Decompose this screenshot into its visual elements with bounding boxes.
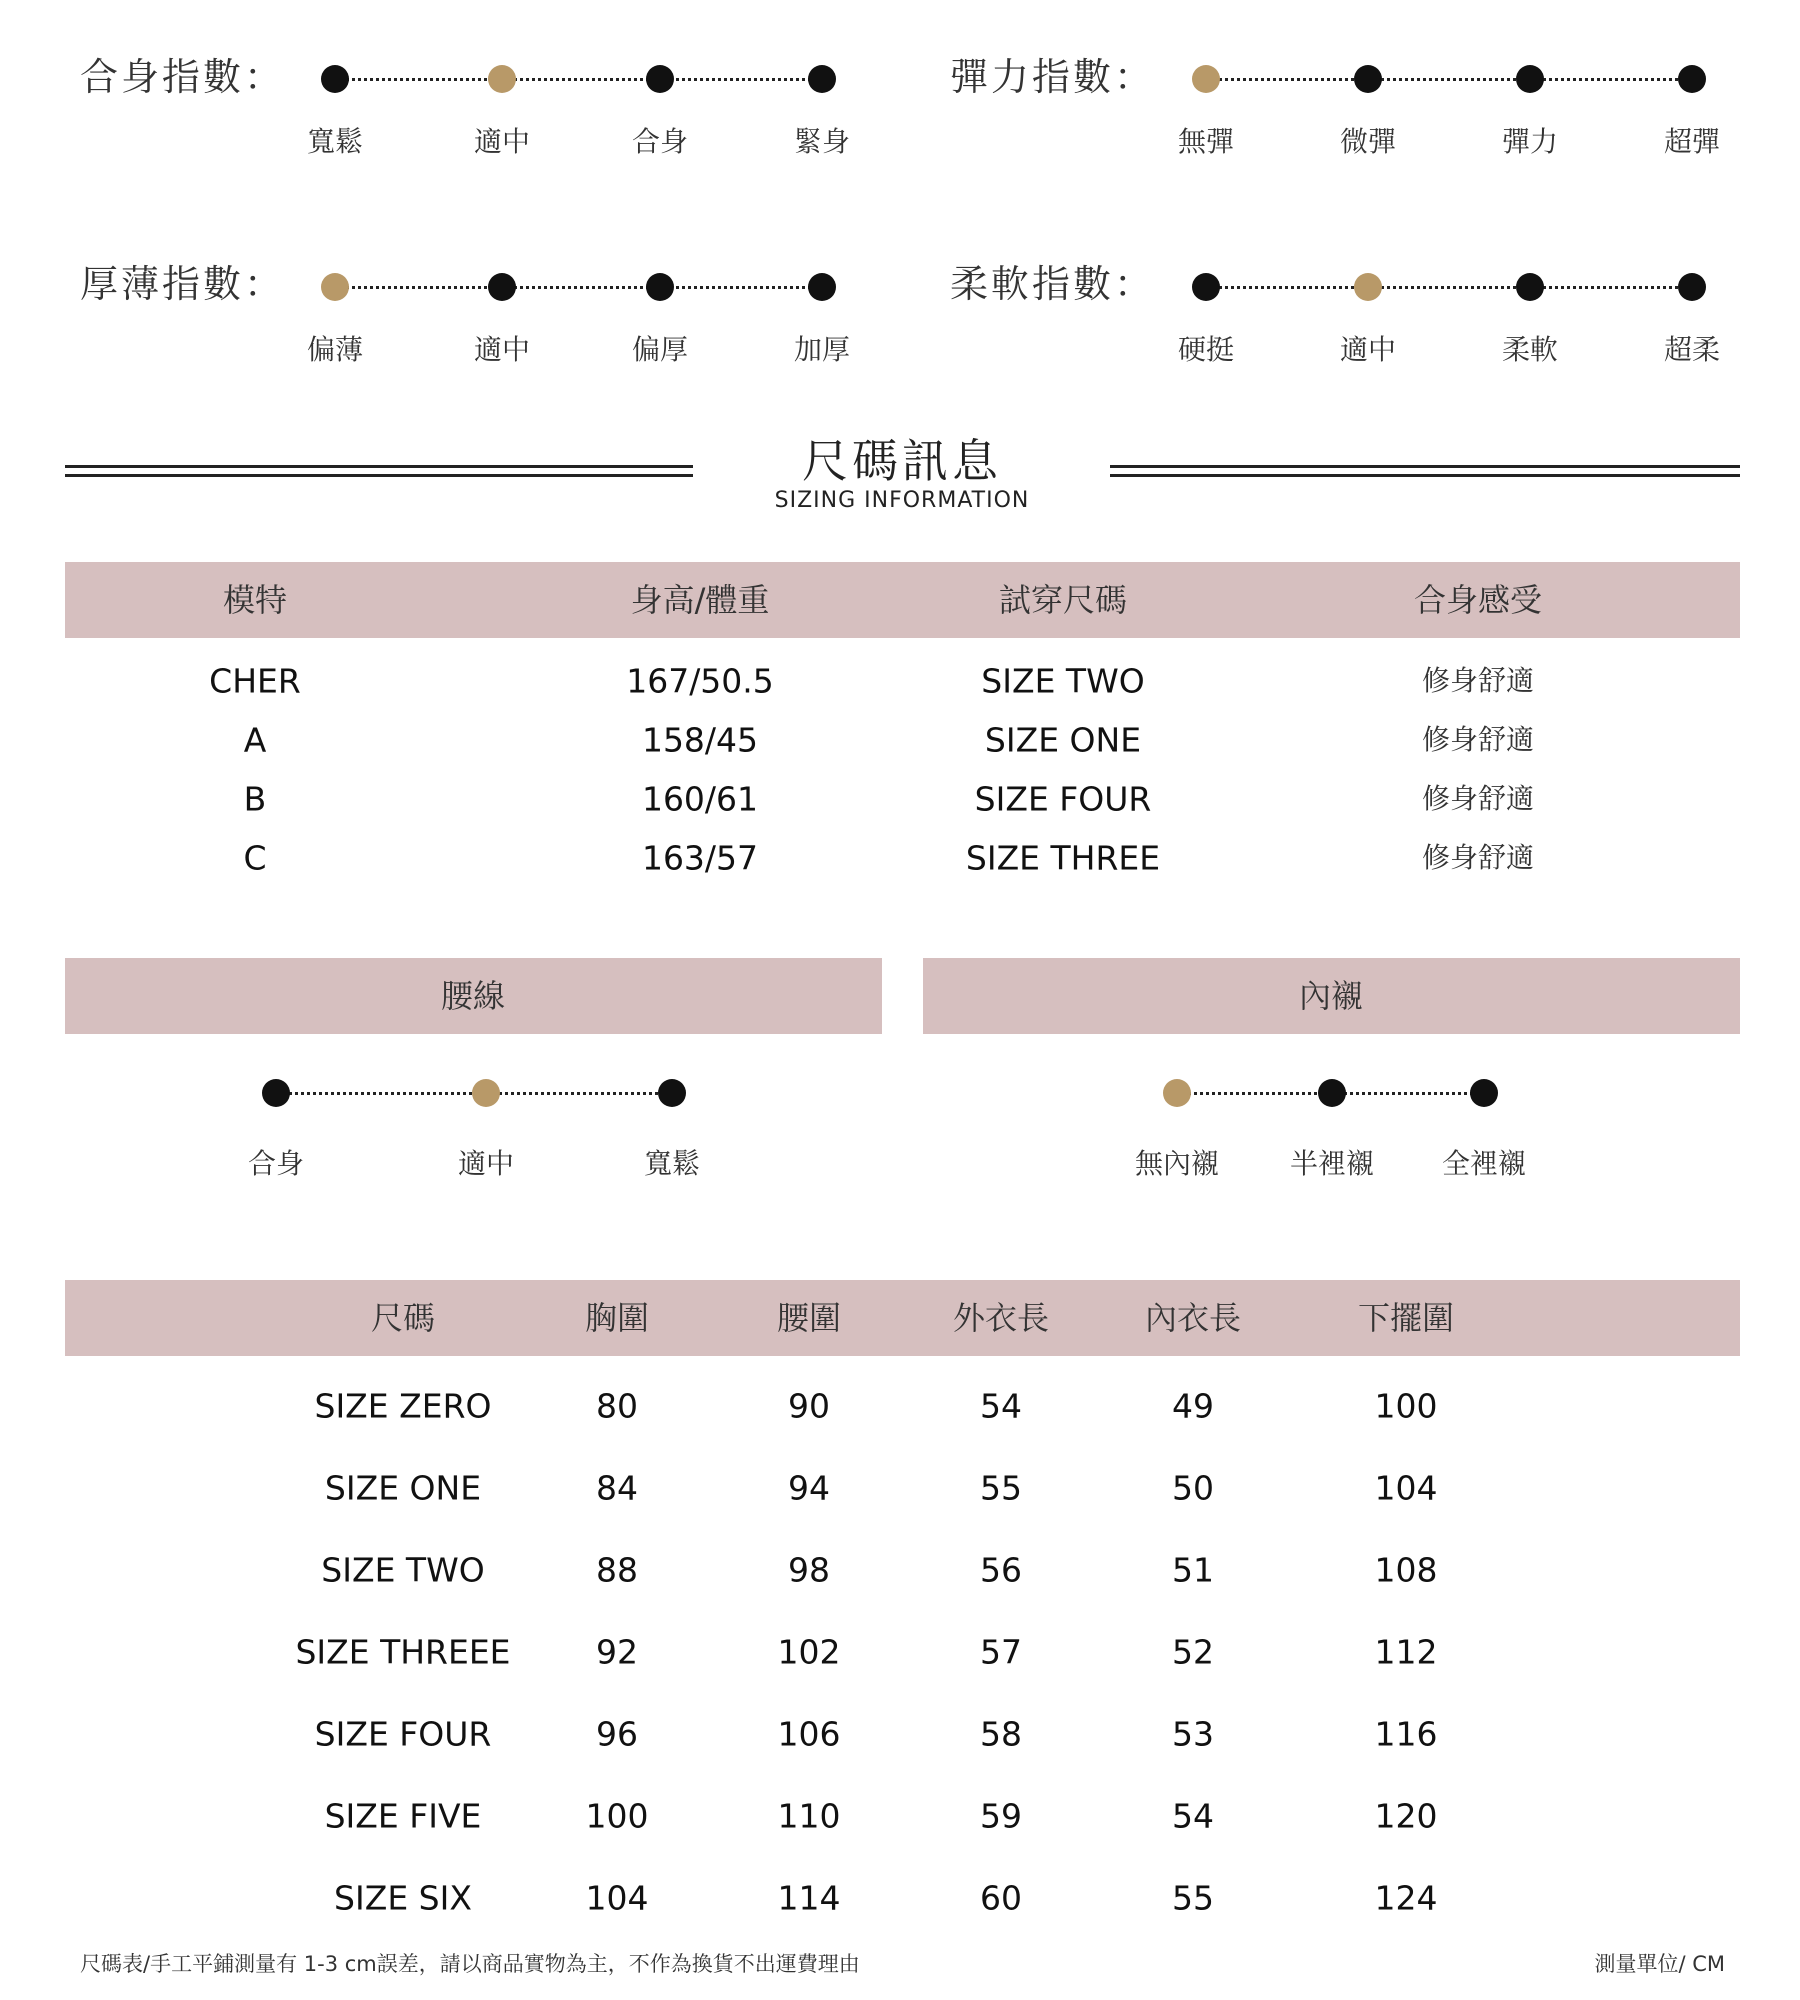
model-table-cell: 163/57 <box>641 838 759 878</box>
size-table-cell: 124 <box>1374 1878 1438 1918</box>
size-table-header: 內衣長 <box>1144 1299 1242 1337</box>
softness-index-dot <box>1192 273 1220 301</box>
size-table-cell: 106 <box>777 1714 841 1754</box>
fit-index-dot <box>808 65 836 93</box>
model-table-cell: 158/45 <box>641 720 759 760</box>
measurement-unit: 測量單位/ CM <box>1594 1952 1725 1976</box>
size-table-cell: 58 <box>980 1714 1022 1754</box>
softness-index-dot <box>1354 273 1382 301</box>
softness-index-dot <box>1678 273 1706 301</box>
model-table-cell: 修身舒適 <box>1421 723 1535 756</box>
thickness-index-dot <box>808 273 836 301</box>
size-table-cell: 55 <box>1172 1878 1214 1918</box>
size-table-cell: 50 <box>1172 1468 1214 1508</box>
size-table-cell: SIZE ONE <box>324 1468 482 1508</box>
size-table-cell: 52 <box>1172 1632 1214 1672</box>
size-table-header: 下擺圍 <box>1357 1299 1455 1337</box>
model-table-cell: 修身舒適 <box>1421 841 1535 874</box>
size-table-cell: 92 <box>596 1632 638 1672</box>
model-table-cell: SIZE FOUR <box>974 779 1152 819</box>
size-table-cell: 55 <box>980 1468 1022 1508</box>
size-table-cell: 120 <box>1374 1796 1438 1836</box>
size-table-cell: 49 <box>1172 1386 1214 1426</box>
waist-dot <box>658 1079 686 1107</box>
fit-index-label: 緊身 <box>793 125 851 158</box>
model-table-cell: C <box>243 838 267 878</box>
size-table-cell: 110 <box>777 1796 841 1836</box>
divider-right-top <box>1110 465 1740 468</box>
model-table-cell: B <box>243 779 267 819</box>
size-table-cell: 104 <box>585 1878 649 1918</box>
size-table-cell: 59 <box>980 1796 1022 1836</box>
model-table-cell: 修身舒適 <box>1421 664 1535 697</box>
lining-dot <box>1318 1079 1346 1107</box>
size-table-cell: 57 <box>980 1632 1022 1672</box>
model-table-header: 試穿尺碼 <box>998 581 1128 619</box>
size-table-header: 外衣長 <box>952 1299 1050 1337</box>
elasticity-index-label: 超彈 <box>1663 125 1721 158</box>
measurement-note: 尺碼表/手工平鋪測量有 1-3 cm誤差，請以商品實物為主，不作為換貨不出運費理由 <box>80 1952 860 1976</box>
model-table-header: 模特 <box>222 581 288 619</box>
size-table-cell: 116 <box>1374 1714 1438 1754</box>
waist-dot <box>472 1079 500 1107</box>
model-table-cell: A <box>243 720 267 760</box>
size-table-cell: 114 <box>777 1878 841 1918</box>
fit-index-track <box>335 78 822 81</box>
fit-index-label: 適中 <box>473 125 531 158</box>
size-table-header: 尺碼 <box>370 1299 436 1337</box>
elasticity-index-dot <box>1516 65 1544 93</box>
fit-index-dot <box>488 65 516 93</box>
thickness-index-dot <box>488 273 516 301</box>
divider-left-bottom <box>65 474 693 477</box>
size-table-cell: SIZE THREEE <box>295 1632 511 1672</box>
elasticity-index-title: 彈力指數： <box>950 55 1156 99</box>
thickness-index-label: 偏厚 <box>631 333 689 366</box>
lining-dot <box>1470 1079 1498 1107</box>
softness-index-title: 柔軟指數： <box>950 262 1156 306</box>
waist-label: 合身 <box>247 1147 305 1180</box>
lining-label: 半裡襯 <box>1289 1147 1375 1180</box>
fit-index-label: 寬鬆 <box>306 125 364 158</box>
size-table-cell: 98 <box>788 1550 830 1590</box>
model-table-header: 合身感受 <box>1413 581 1543 619</box>
size-table-cell: 100 <box>1374 1386 1438 1426</box>
size-table-cell: SIZE ZERO <box>314 1386 492 1426</box>
model-table-cell: 167/50.5 <box>626 661 774 701</box>
thickness-index-title: 厚薄指數： <box>80 262 286 306</box>
size-table-cell: 88 <box>596 1550 638 1590</box>
size-table-cell: 102 <box>777 1632 841 1672</box>
thickness-index-label: 加厚 <box>793 333 851 366</box>
thickness-index-dot <box>646 273 674 301</box>
model-table-cell: SIZE ONE <box>984 720 1142 760</box>
softness-index-label: 超柔 <box>1663 333 1721 366</box>
size-table-header: 胸圍 <box>584 1299 650 1337</box>
size-table-cell: 56 <box>980 1550 1022 1590</box>
size-table-cell: 54 <box>1172 1796 1214 1836</box>
thickness-index-label: 偏薄 <box>306 333 364 366</box>
model-table-cell: SIZE TWO <box>981 661 1145 701</box>
lining-dot <box>1163 1079 1191 1107</box>
lining-label: 全裡襯 <box>1441 1147 1527 1180</box>
waist-label: 適中 <box>457 1147 515 1180</box>
model-table-cell: SIZE THREE <box>965 838 1161 878</box>
size-table-header: 腰圍 <box>776 1299 842 1337</box>
model-table-header: 身高/體重 <box>630 581 770 619</box>
size-table-cell: 94 <box>788 1468 830 1508</box>
size-table-cell: SIZE FIVE <box>324 1796 482 1836</box>
elasticity-index-track <box>1206 78 1692 81</box>
elasticity-index-dot <box>1354 65 1382 93</box>
softness-index-label: 硬挺 <box>1177 333 1235 366</box>
size-table-cell: 60 <box>980 1878 1022 1918</box>
elasticity-index-dot <box>1192 65 1220 93</box>
waist-dot <box>262 1079 290 1107</box>
waist-header: 腰線 <box>440 977 506 1015</box>
fit-index-dot <box>646 65 674 93</box>
waist-label: 寬鬆 <box>643 1147 701 1180</box>
size-table-cell: 104 <box>1374 1468 1438 1508</box>
elasticity-index-label: 微彈 <box>1339 125 1397 158</box>
fit-index-title: 合身指數： <box>80 55 286 99</box>
size-table-cell: SIZE FOUR <box>314 1714 492 1754</box>
model-table-cell: 修身舒適 <box>1421 782 1535 815</box>
size-table-cell: 100 <box>585 1796 649 1836</box>
softness-index-dot <box>1516 273 1544 301</box>
lining-header: 內襯 <box>1298 977 1364 1015</box>
size-table-cell: 84 <box>596 1468 638 1508</box>
thickness-index-track <box>335 286 822 289</box>
size-table-header-bar <box>65 1280 1740 1356</box>
size-table-cell: 51 <box>1172 1550 1214 1590</box>
elasticity-index-label: 彈力 <box>1501 125 1559 158</box>
elasticity-index-label: 無彈 <box>1177 125 1235 158</box>
softness-index-label: 柔軟 <box>1501 333 1559 366</box>
divider-right-bottom <box>1110 474 1740 477</box>
model-table-cell: CHER <box>209 661 301 701</box>
size-table-cell: SIZE SIX <box>334 1878 472 1918</box>
fit-index-label: 合身 <box>631 125 689 158</box>
section-title: 尺碼訊息 <box>802 434 1002 488</box>
thickness-index-dot <box>321 273 349 301</box>
lining-label: 無內襯 <box>1134 1147 1220 1180</box>
size-table-cell: 112 <box>1374 1632 1438 1672</box>
divider-left-top <box>65 465 693 468</box>
elasticity-index-dot <box>1678 65 1706 93</box>
softness-index-track <box>1206 286 1692 289</box>
size-table-cell: 90 <box>788 1386 830 1426</box>
size-table-cell: 108 <box>1374 1550 1438 1590</box>
size-table-cell: SIZE TWO <box>321 1550 485 1590</box>
size-table-cell: 80 <box>596 1386 638 1426</box>
section-subtitle: SIZING INFORMATION <box>774 488 1030 513</box>
fit-index-dot <box>321 65 349 93</box>
size-table-cell: 53 <box>1172 1714 1214 1754</box>
model-table-cell: 160/61 <box>641 779 759 819</box>
thickness-index-label: 適中 <box>473 333 531 366</box>
size-table-cell: 54 <box>980 1386 1022 1426</box>
softness-index-label: 適中 <box>1339 333 1397 366</box>
size-table-cell: 96 <box>596 1714 638 1754</box>
